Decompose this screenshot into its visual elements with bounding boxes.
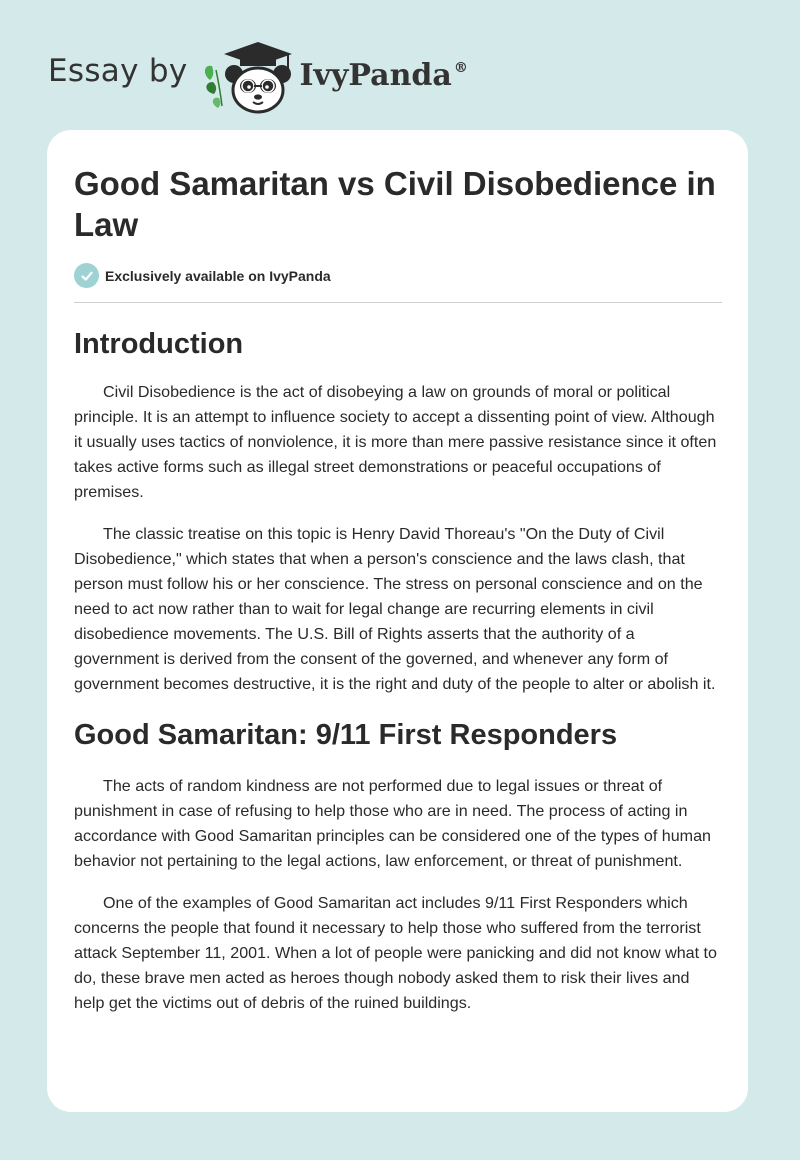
brand-name[interactable] [300, 58, 468, 93]
divider [74, 302, 722, 303]
exclusive-label: Exclusively available on IvyPanda [105, 267, 331, 284]
exclusive-badge [74, 263, 331, 288]
paragraph: Civil Disobedience is the act of disobeying a law on grounds of moral or political principle. It is an attempt to influence society to accept a dissenting point of view. Although it usually uses tactics of nonviolence, it is more than mere passive resistance since it often takes active forms such as illegal street demonstrations or peaceful occupations of premises. [74, 383, 717, 501]
paragraph: The classic treatise on this topic is Henry David Thoreau's "On the Duty of Civil Disobedience," which states that when a person's conscience and the laws clash, that person must follow his or her conscience. The stress on personal conscience and on the need to act now rather than to wait for legal change are recurring elements in civil disobedience movements. The U.S. Bill of Rights asserts that the authority of a government is derived from the consent of the governed, and whenever any form of government becomes destructive, it is the right and duty of the people to alter or abolish it. [74, 525, 716, 693]
brand-text: IvyPanda [299, 57, 452, 93]
paragraph: One of the examples of Good Samaritan act includes 9/11 First Responders which concerns the people that found it necessary to help those who suffered from the terrorist attack September 11, 2001. When a lot of people were panicking and did not know what to do, these brave men acted as heroes though nobody asked them to risk their lives and help get the victims out of debris of the ruined buildings. [74, 894, 717, 1012]
site-header [48, 34, 468, 114]
ivypanda-logo-icon[interactable] [200, 34, 300, 114]
ivy-leaf-icon [204, 66, 221, 108]
registered-mark: ® [453, 59, 468, 76]
page-title: Good Samaritan vs Civil Disobedience in Law [74, 165, 716, 243]
section-heading-introduction: Introduction [74, 328, 244, 360]
paragraph: The acts of random kindness are not performed due to legal issues or threat of punishment in case of refusing to help those who are in need. The process of acting in accordance with Good Samaritan principles can be considered one of the types of human behavior not pertaining to the legal actions, law enforcement, or threat of punishment. [74, 777, 711, 870]
essay-card [47, 130, 748, 1112]
essay-by-label: Essay by [48, 53, 188, 89]
section-heading-good-samaritan: Good Samaritan: 9/11 First Responders [74, 719, 618, 751]
check-icon [74, 263, 99, 288]
article-body [74, 326, 724, 1016]
